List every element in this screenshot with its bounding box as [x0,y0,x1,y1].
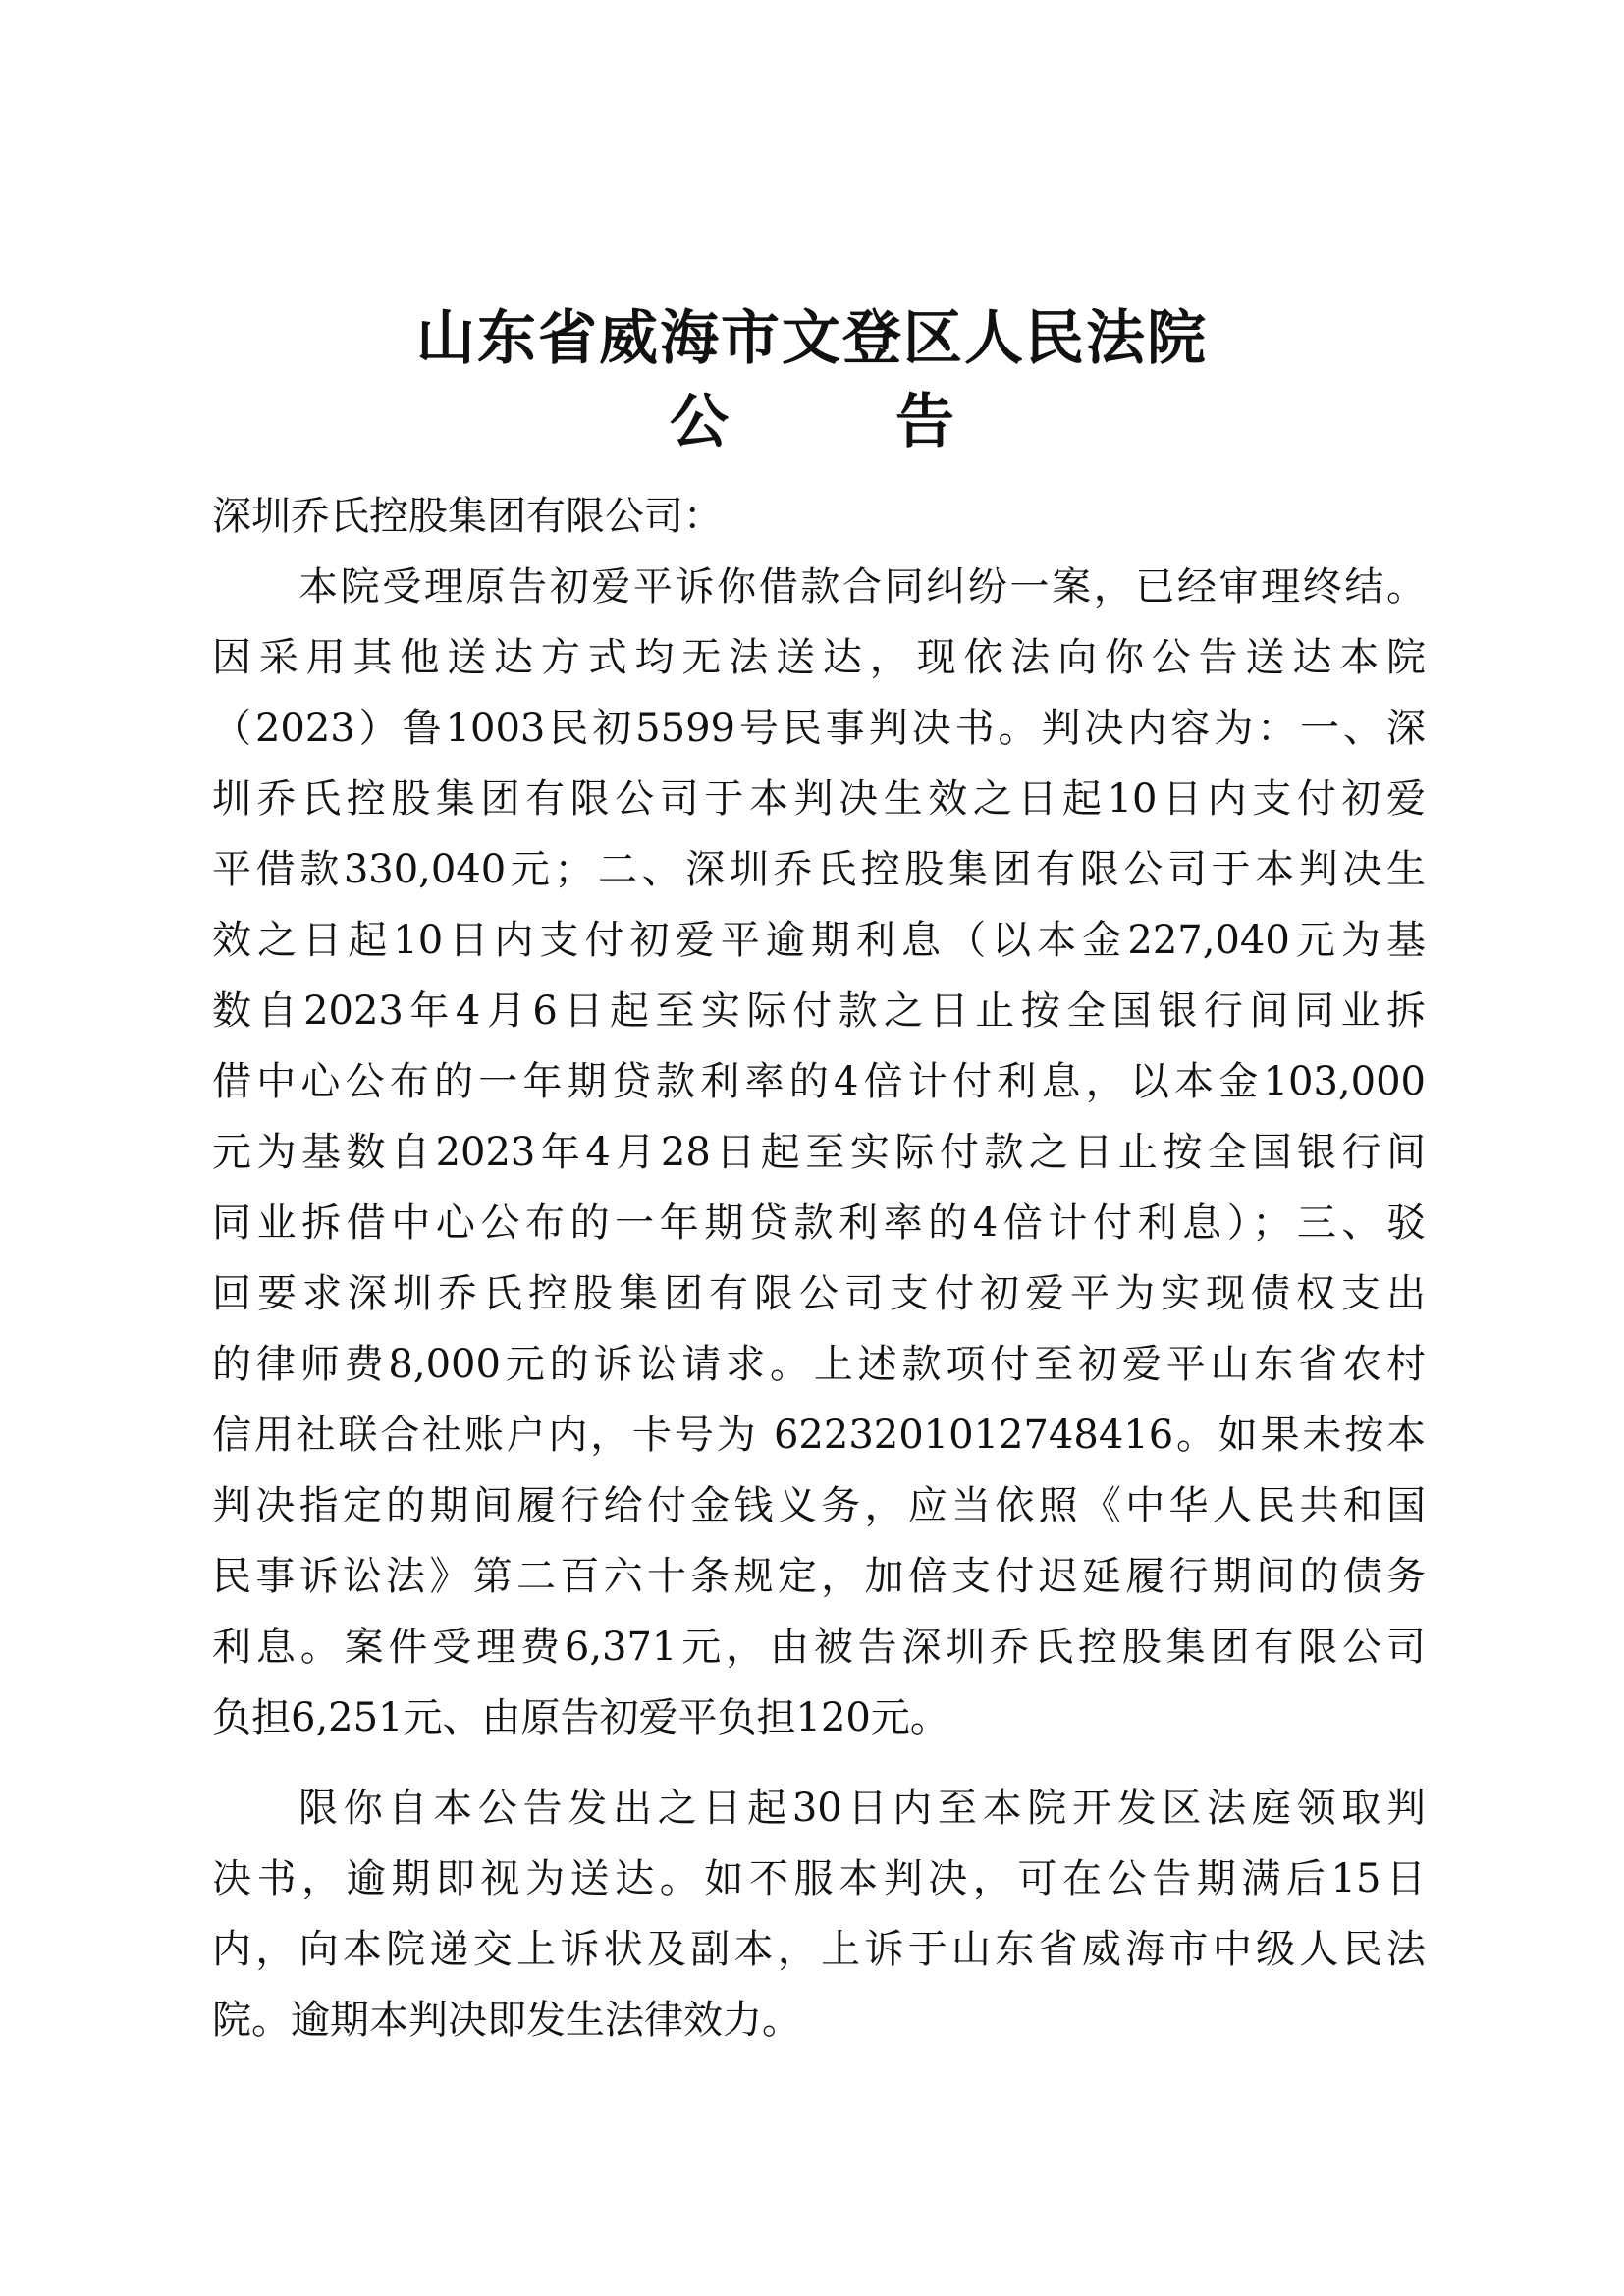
text-line: 回要求深圳乔氏控股集团有限公司支付初爱平为实现债权支出 [212,1271,1426,1316]
text-line: 平借款330,040元；二、深圳乔氏控股集团有限公司于本判决生 [212,847,1426,892]
text-line: 本院受理原告初爱平诉你借款合同纠纷一案，已经审理终结。 [298,564,1426,610]
text-line: 的律师费8,000元的诉讼请求。上述款项付至初爱平山东省农村 [212,1342,1426,1387]
text-line: 信用社联合社账户内，卡号为 6223201012748416。如果未按本 [212,1413,1426,1458]
text-line: 负担6,251元、由原告初爱平负担120元。 [212,1695,949,1740]
addressee: 深圳乔氏控股集团有限公司： [212,494,723,539]
text-line: 同业拆借中心公布的一年期贷款利率的4倍计付利息）；三、驳 [212,1201,1426,1246]
text-line: （2023）鲁1003民初5599号民事判决书。判决内容为：一、深 [212,706,1426,751]
text-line: 借中心公布的一年期贷款利率的4倍计付利息，以本金103,000 [212,1059,1426,1104]
text-line: 民事诉讼法》第二百六十条规定，加倍支付迟延履行期间的债务 [212,1554,1426,1599]
text-line: 限你自本公告发出之日起30日内至本院开发区法庭领取判 [298,1786,1426,1831]
paragraph-spacer [212,1753,1426,1773]
paragraph-judgment [212,552,1426,1753]
text-line: 效之日起10日内支付初爱平逾期利息（以本金227,040元为基 [212,918,1426,963]
paragraph-collection-notice [212,1773,1426,2056]
text-line: 判决指定的期间履行给付金钱义务，应当依照《中华人民共和国 [212,1483,1426,1528]
text-line: 元为基数自2023年4月28日起至实际付款之日止按全国银行间 [212,1130,1426,1175]
text-line: 决书，逾期即视为送达。如不服本判决，可在公告期满后15日 [212,1856,1426,1901]
text-line: 院。逾期本判决即发生法律效力。 [212,1998,801,2043]
notice-body [212,481,1426,2056]
text-line: 内，向本院递交上诉状及副本，上诉于山东省威海市中级人民法 [212,1927,1426,1972]
text-line: 数自2023年4月6日起至实际付款之日止按全国银行间同业拆 [212,988,1426,1034]
text-line: 因采用其他送达方式均无法送达，现依法向你公告送达本院 [212,635,1426,680]
court-name-heading: 山东省威海市文登区人民法院 [416,304,1208,373]
notice-title: 公告 [670,388,1121,456]
text-line: 利息。案件受理费6,371元，由被告深圳乔氏控股集团有限公司 [212,1625,1426,1670]
text-line: 圳乔氏控股集团有限公司于本判决生效之日起10日内支付初爱 [212,776,1426,822]
